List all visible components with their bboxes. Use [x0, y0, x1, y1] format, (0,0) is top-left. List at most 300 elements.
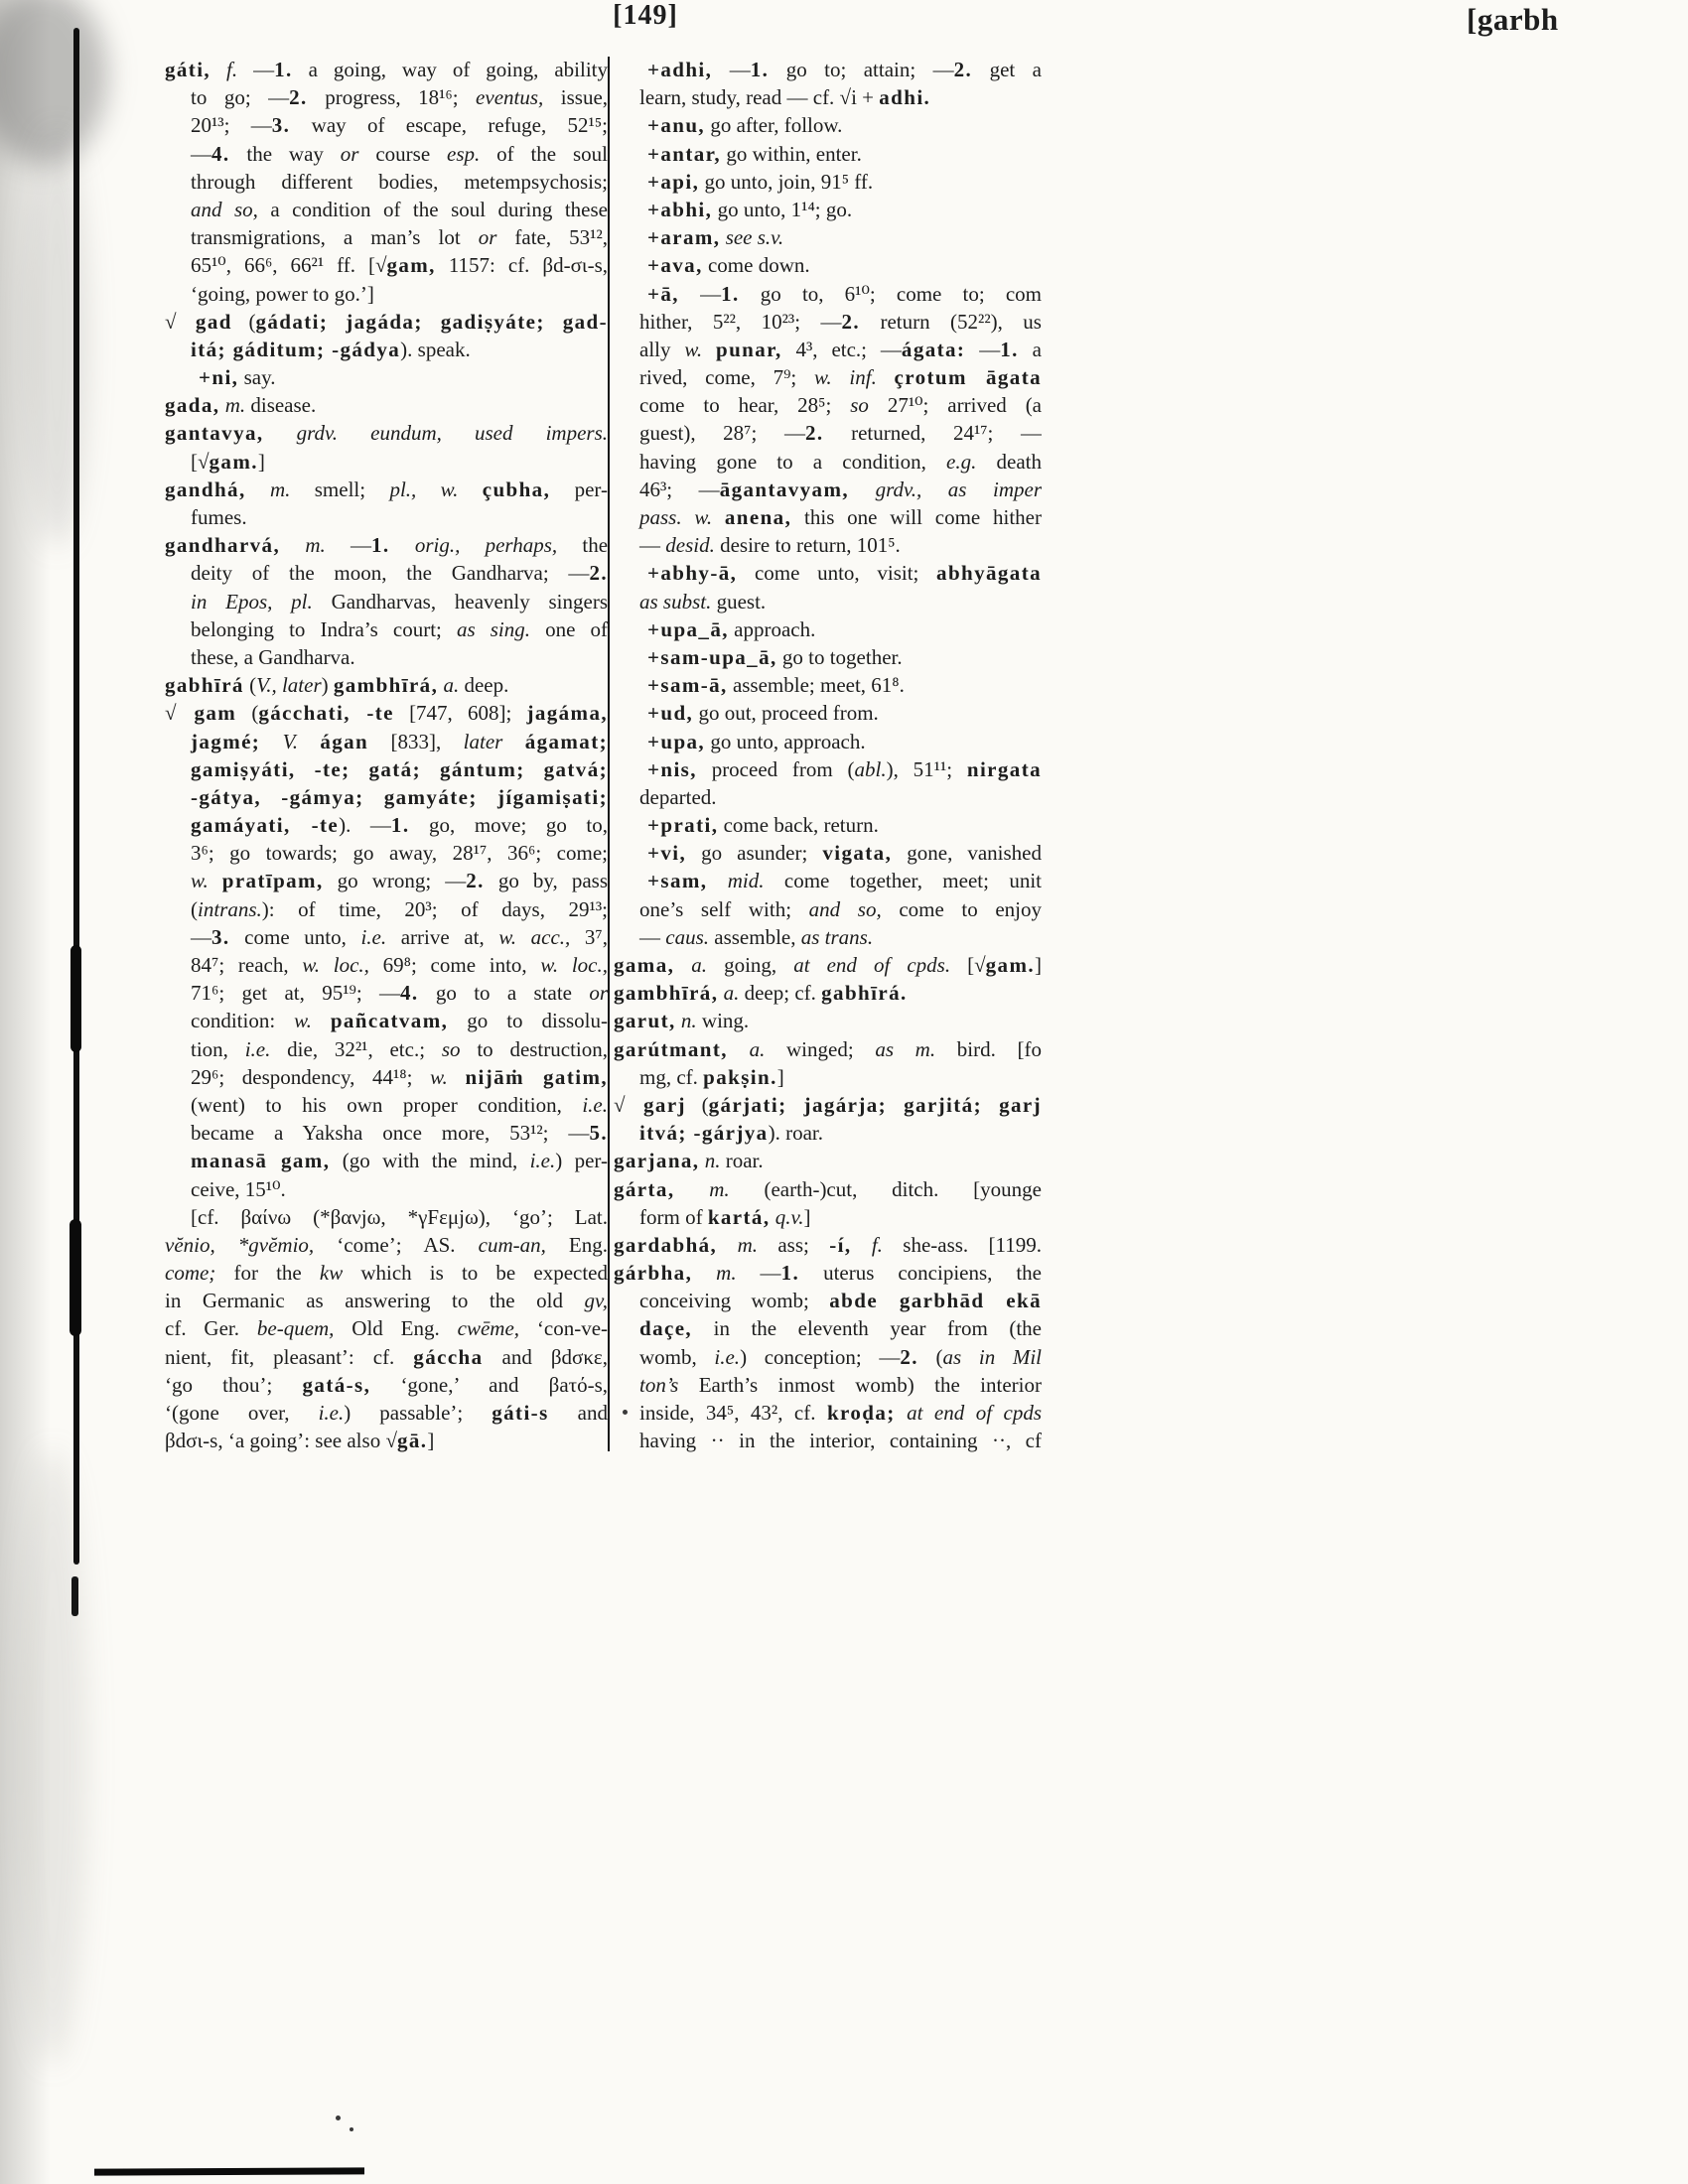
entry-line [614, 895, 1042, 923]
entry-text: [833], [368, 729, 464, 753]
entry-line [165, 728, 608, 755]
entry-text: (earth-)cut, ditch. [younge [729, 1176, 1042, 1201]
entry-text: grdv. [263, 421, 339, 446]
entry-text: rived, come, 7⁹; [639, 365, 814, 390]
entry-text: cf. Ger. [165, 1316, 257, 1341]
entry-text: grdv., as imper [849, 477, 1042, 501]
headword-text: gam. [209, 449, 258, 474]
headword-text: gamáyati, -te [191, 813, 340, 838]
entry-line [165, 615, 608, 643]
entry-text: 84⁷; reach, [191, 953, 303, 977]
entry-line [165, 1175, 608, 1203]
entry-text: gv, [584, 1289, 608, 1313]
entry-text: pl., w. [389, 477, 459, 501]
dictionary-entry [165, 391, 608, 419]
entry-line [165, 1427, 608, 1454]
headword-text: ágan [320, 729, 369, 753]
headword-text: gā. [396, 1429, 428, 1453]
entry-text: ). roar. [768, 1121, 823, 1146]
entry-line [614, 1314, 1042, 1342]
headword-text: 2. [466, 869, 485, 893]
entry-line [614, 503, 1042, 531]
entry-text: ‘come’; AS. [314, 1232, 479, 1257]
entry-text [338, 421, 370, 445]
entry-text: or [589, 981, 608, 1006]
entry-line [614, 448, 1042, 476]
headword-text: gárta, [614, 1176, 675, 1201]
entry-text: βdσι-s, ‘a going’: see also √ [165, 1429, 397, 1453]
entry-line [614, 1119, 1042, 1147]
headword-text: gáti-s [492, 1401, 549, 1425]
entry-text: these, a Gandharva. [191, 644, 355, 669]
headword-text: +sam-upa_ā, [647, 644, 777, 669]
entry-text: hither, 5²², 10²³; — [639, 309, 842, 334]
headword-text: 1. [780, 1261, 800, 1286]
entry-line [614, 1063, 1042, 1091]
entry-text: 3⁶; go towards; go away, 28¹⁷, 36⁶; come; [191, 841, 608, 866]
entry-line [614, 1259, 1042, 1287]
dictionary-entry [614, 140, 1042, 168]
headword-text: çubha, [482, 477, 551, 501]
entry-line [165, 1287, 608, 1314]
headword-text: gádati; jagáda; gadiṣyáte; gad- [255, 309, 608, 334]
headword-text: +sam-ā, [647, 673, 728, 698]
entry-text: having ·· in the interior, containing ··, cf [639, 1429, 1042, 1453]
entry-text: say. [238, 365, 276, 390]
entry-text: deep. [459, 673, 509, 698]
entry-text: f. [211, 58, 238, 81]
entry-line [165, 1371, 608, 1399]
entry-text: and βdσκε, [483, 1344, 608, 1369]
headword-text: gáti, [165, 58, 211, 81]
dictionary-entry [614, 1147, 1042, 1174]
entry-line [165, 503, 608, 531]
entry-text: cum-an, [478, 1232, 546, 1257]
headword-text: anena, [724, 505, 792, 529]
entry-line [165, 979, 608, 1007]
entry-text: V., later [256, 673, 322, 698]
entry-text: — [191, 141, 211, 166]
entry-text: so [441, 1036, 461, 1061]
entry-text: — [325, 533, 372, 558]
entry-text: conceiving womb; [639, 1289, 830, 1313]
entry-line [165, 559, 608, 587]
entry-text: — [237, 58, 275, 81]
entry-text: a. [718, 981, 740, 1006]
entry-text: come; [165, 1261, 216, 1286]
entry-text: i.e. [582, 1092, 608, 1117]
entry-text: later [463, 729, 503, 753]
entry-text: as subst. [639, 589, 712, 614]
page-number: [149] [613, 0, 678, 31]
headword-text: gamiṣyáti, -te; gatá; gántum; gatvá; [191, 756, 608, 781]
entry-text: one’s self with; [639, 896, 809, 921]
headword-text: adhi. [879, 85, 931, 110]
headword-text: 1. [390, 813, 410, 838]
entry-line [614, 1035, 1042, 1063]
headword-text: 1. [721, 281, 740, 306]
headword-text: -gátya, -gámya; gamyáte; jígamiṣati; [191, 784, 608, 809]
entry-text: (go with the mind, [330, 1149, 530, 1173]
dictionary-entry [614, 251, 1042, 279]
dictionary-entry [165, 476, 608, 531]
entry-text: i.e. [244, 1036, 271, 1061]
entry-text: departed. [639, 784, 717, 809]
running-header-catchword: [garbh [1467, 2, 1559, 37]
entry-line [165, 1035, 608, 1063]
headword-text: 3. [211, 924, 230, 949]
entry-text: ‘going, power to go.’] [191, 281, 374, 306]
entry-text: come back, return. [718, 813, 879, 838]
entry-line [614, 1203, 1042, 1231]
entry-text: ) [321, 673, 334, 698]
entry-text: death [976, 449, 1042, 474]
entry-line [165, 923, 608, 951]
entry-line [165, 783, 608, 811]
entry-text: bird. [fo [935, 1036, 1042, 1061]
headword-text: 1. [371, 533, 390, 558]
entry-line [614, 811, 1042, 839]
headword-text: gatá-s, [302, 1372, 371, 1397]
entry-text: Gandharvas, heavenly singers [312, 589, 608, 614]
scan-ink-mark [71, 1576, 78, 1616]
entry-text: m. [674, 1176, 730, 1201]
entry-text: course [358, 141, 448, 166]
entry-line [614, 419, 1042, 447]
entry-text: and so, [808, 896, 882, 921]
entry-text: one of [530, 616, 608, 641]
entry-text: ( [231, 309, 256, 334]
entry-text: — [639, 533, 666, 558]
entry-line [165, 56, 608, 83]
headword-text: nirgata [966, 756, 1042, 781]
entry-line [165, 168, 608, 196]
entry-text: w. [294, 1009, 312, 1033]
entry-text: became a Yaksha once more, 53¹²; — [191, 1121, 590, 1146]
dictionary-entry [614, 867, 1042, 951]
dictionary-entry [614, 1007, 1042, 1034]
entry-text: disease. [245, 393, 317, 418]
entry-text: nient, fit, pleasant’: cf. [165, 1344, 414, 1369]
dictionary-entry [614, 1035, 1042, 1091]
entry-text: [cf. βαίνω (*βανjω, *γFεμjω), ‘go’; Lat. [191, 1204, 608, 1229]
scan-bottom-rule [94, 2167, 364, 2175]
entry-text: winged; [765, 1036, 876, 1061]
dictionary-entry [165, 531, 608, 671]
entry-line [165, 1231, 608, 1259]
entry-line [614, 1231, 1042, 1259]
entry-text: go wrong; — [323, 869, 467, 893]
entry-text: approach. [728, 616, 816, 641]
entry-text: to go; — [191, 85, 290, 110]
entry-text: belonging to Indra’s court; [191, 616, 457, 641]
headword-text: +prati, [647, 813, 719, 838]
entry-text: Earth’s inmost womb) the interior [678, 1372, 1042, 1397]
entry-text: m. [280, 533, 326, 558]
entry-text: issue, [543, 85, 608, 110]
entry-line [165, 811, 608, 839]
entry-line [165, 140, 608, 168]
entry-text: uterus concipiens, the [799, 1261, 1042, 1286]
entry-text: guest. [711, 589, 767, 614]
entry-line [614, 168, 1042, 196]
entry-text: come to hear, 28⁵; [639, 393, 851, 418]
entry-text: go, move; go to, [409, 813, 608, 838]
entry-text: [√ [950, 953, 986, 977]
entry-text: 71⁶; get at, 95¹⁹; — [191, 981, 400, 1006]
headword-text: ágata: [901, 337, 966, 361]
scan-speck [336, 2116, 341, 2120]
entry-text: this one will come hither [791, 505, 1042, 529]
column-divider-rule [608, 57, 610, 1451]
entry-text: ] [776, 1064, 784, 1089]
headword-text: gárbha, [614, 1261, 693, 1286]
entry-text: [747, 608]; [393, 701, 527, 726]
entry-text: for the [215, 1261, 320, 1286]
entry-line [165, 1119, 608, 1147]
headword-text: garútmant, [614, 1036, 728, 1061]
headword-text: garjana, [614, 1149, 700, 1173]
entry-text [298, 730, 320, 753]
entry-line [614, 280, 1042, 308]
entry-text: condition: [191, 1009, 295, 1033]
entry-text [209, 869, 222, 892]
headword-text: gantavya, [165, 421, 264, 446]
entry-text: ally [639, 337, 685, 361]
dictionary-entry [165, 699, 608, 1454]
entry-text: 4³, etc.; — [781, 337, 902, 361]
entry-text: go unto, 1¹⁴; go. [712, 197, 853, 221]
entry-text: way of escape, refuge, 52¹⁵; [290, 113, 608, 138]
headword-text: gambhīrá, [333, 673, 439, 698]
entry-text: deity of the moon, the Gandharva; — [191, 561, 590, 586]
headword-text: +upa_ā, [647, 616, 729, 641]
entry-line [165, 251, 608, 279]
entry-text: ( [243, 673, 257, 698]
headword-text: √ garj [614, 1092, 686, 1117]
entry-text [502, 730, 524, 753]
entry-text: eundum, used impers. [370, 421, 608, 446]
headword-text: +upa, [647, 729, 706, 753]
entry-line [614, 839, 1042, 867]
dictionary-entry [614, 839, 1042, 867]
entry-line [165, 531, 608, 559]
entry-text: progress, 18¹⁶; [307, 85, 477, 110]
entry-line [165, 363, 608, 391]
headword-text: +abhi, [647, 197, 713, 221]
entry-text: so [850, 393, 869, 418]
entry-text: m. [245, 477, 291, 501]
entry-line [165, 643, 608, 671]
entry-line [614, 671, 1042, 699]
entry-text: transmigrations, a man’s lot [191, 225, 479, 250]
entry-text: ] [427, 1429, 435, 1453]
dictionary-entry [614, 168, 1042, 196]
entry-line [614, 251, 1042, 279]
headword-text: jagmé; [191, 729, 261, 753]
headword-text: √ gam [165, 701, 237, 726]
entry-text: per- [550, 477, 608, 501]
headword-text: 3. [271, 113, 291, 138]
entry-line [614, 1371, 1042, 1399]
entry-text: roar. [720, 1149, 764, 1173]
headword-text: gáccha [413, 1344, 484, 1369]
entry-text: m. [717, 1232, 758, 1257]
entry-line [165, 1259, 608, 1287]
entry-line [614, 951, 1042, 979]
headword-text: +aram, [647, 225, 721, 250]
entry-text: of the soul [480, 141, 608, 166]
headword-text: daçe, [639, 1316, 693, 1341]
entry-text: and [548, 1401, 608, 1425]
entry-text [712, 505, 725, 529]
entry-text: proceed from ( [696, 756, 855, 781]
dictionary-entry [614, 811, 1042, 839]
entry-text: ) conception; — [740, 1344, 901, 1369]
headword-text: 2. [289, 85, 308, 110]
entry-text: a going, way of going, ability [292, 58, 608, 81]
entry-line [614, 643, 1042, 671]
entry-text: f. [851, 1232, 883, 1257]
headword-text: +adhi, [647, 58, 713, 81]
entry-line [165, 839, 608, 867]
entry-text: guest), 28⁷; — [639, 421, 805, 446]
entry-text: Eng. [545, 1232, 608, 1257]
entry-text: abl. [854, 756, 887, 781]
headword-text: gam, [386, 253, 436, 278]
entry-line [614, 1343, 1042, 1371]
entry-text: come together, meet; unit [764, 869, 1042, 893]
entry-text: to destruction, [460, 1036, 608, 1061]
headword-text: +ni, [199, 365, 239, 390]
entry-line [614, 111, 1042, 139]
entry-text: ‘gone,’ and βaτό-s, [370, 1372, 608, 1397]
entry-text: ‘(gone over, [165, 1401, 319, 1425]
headword-text: 1. [750, 58, 770, 81]
headword-text: ágamat; [524, 729, 608, 753]
headword-text: 1. [1000, 337, 1019, 361]
entry-text: n. [699, 1149, 721, 1173]
entry-text: desire to return, 101⁵. [714, 533, 901, 558]
entry-line [614, 923, 1042, 951]
entry-text: [√ [191, 449, 210, 474]
headword-text: jagáma, [526, 701, 608, 726]
entry-text: or [340, 141, 359, 166]
entry-line [614, 755, 1042, 783]
entry-line [165, 336, 608, 363]
entry-line [614, 531, 1042, 559]
entry-text: in the eleventh year from (the [692, 1316, 1042, 1341]
entry-text: go after, follow. [705, 113, 843, 138]
headword-text: 5. [589, 1121, 608, 1146]
entry-text: i.e. [529, 1149, 556, 1173]
entry-text: as in Mil [942, 1344, 1042, 1369]
headword-text: 1. [274, 58, 293, 81]
headword-text: 2. [589, 561, 608, 586]
entry-text: ] [1035, 953, 1042, 977]
headword-text: gácchati, -te [258, 701, 394, 726]
entry-text: see s.v. [725, 225, 784, 250]
entry-line [165, 1147, 608, 1174]
headword-text: gabhīrá [165, 673, 244, 698]
entry-text: assemble, [709, 924, 801, 949]
dictionary-entry [614, 1175, 1042, 1231]
entry-text: — [191, 924, 211, 949]
entry-line [614, 223, 1042, 251]
entry-text: ): of time, 20³; of days, 29¹³; [261, 896, 608, 921]
entry-text [458, 478, 482, 501]
headword-text: +ava, [647, 253, 703, 278]
entry-text: as m. [875, 1036, 936, 1061]
entry-text: wing. [696, 1009, 750, 1033]
entry-text: caus. [665, 924, 709, 949]
entry-line [165, 308, 608, 336]
entry-line [165, 476, 608, 503]
entry-text: go to together. [776, 644, 903, 669]
entry-text: at end of cpds [907, 1401, 1042, 1425]
dictionary-entry [165, 419, 608, 475]
entry-text: ceive, 15¹⁰. [191, 1176, 286, 1201]
headword-text: 2. [900, 1344, 918, 1369]
entry-text: ). — [339, 813, 391, 838]
dictionary-entry [614, 111, 1042, 139]
entry-line [165, 448, 608, 476]
entry-text: i.e. [714, 1344, 741, 1369]
entry-text: mid. [707, 869, 765, 893]
entry-line [165, 1399, 608, 1427]
dictionary-entry [614, 728, 1042, 755]
headword-text: gardabhá, [614, 1232, 718, 1257]
entry-line [165, 895, 608, 923]
dictionary-entry [614, 643, 1042, 671]
entry-text: 29⁶; despondency, 44¹⁸; [191, 1064, 431, 1089]
entry-text: a condition of the soul during these [257, 197, 608, 221]
entry-text: ‘go thou’; [165, 1372, 303, 1397]
entry-line [614, 783, 1042, 811]
entry-text: w. [684, 337, 703, 361]
entry-text: at end of cpds. [793, 953, 951, 977]
entry-text: m. [692, 1261, 737, 1286]
entry-text: V. [260, 729, 298, 753]
entry-text: smell; [290, 477, 390, 501]
headword-text: pañcatvam, [330, 1009, 449, 1033]
headword-text: gambhīrá, [614, 981, 719, 1006]
entry-text: desid. [665, 533, 715, 558]
entry-text: 69⁸; come into, [368, 953, 541, 977]
dictionary-entry [614, 1231, 1042, 1259]
entry-line [165, 671, 608, 699]
entry-text: e.g. [946, 449, 977, 474]
headword-text: gandhá, [165, 477, 246, 501]
entry-text: (went) to his own proper condition, [191, 1092, 583, 1117]
headword-text: gandharvá, [165, 533, 281, 558]
dictionary-entry [614, 615, 1042, 643]
headword-text: +nis, [647, 756, 697, 781]
entry-line [614, 196, 1042, 223]
headword-text: gabhīrá. [821, 981, 908, 1006]
entry-text: ), 51¹¹; [886, 756, 967, 781]
dictionary-entry [614, 951, 1042, 979]
entry-text: learn, study, read — cf. √i + [639, 85, 880, 110]
entry-text: come to enjoy [881, 896, 1042, 921]
entry-text: cwēme, [457, 1316, 520, 1341]
entry-text: — [965, 337, 1001, 361]
entry-text: a [1018, 337, 1042, 361]
entry-text: mg, cf. [639, 1064, 704, 1089]
headword-text: +ud, [647, 701, 694, 726]
entry-text: get a [972, 58, 1042, 81]
dictionary-entry [165, 671, 608, 699]
